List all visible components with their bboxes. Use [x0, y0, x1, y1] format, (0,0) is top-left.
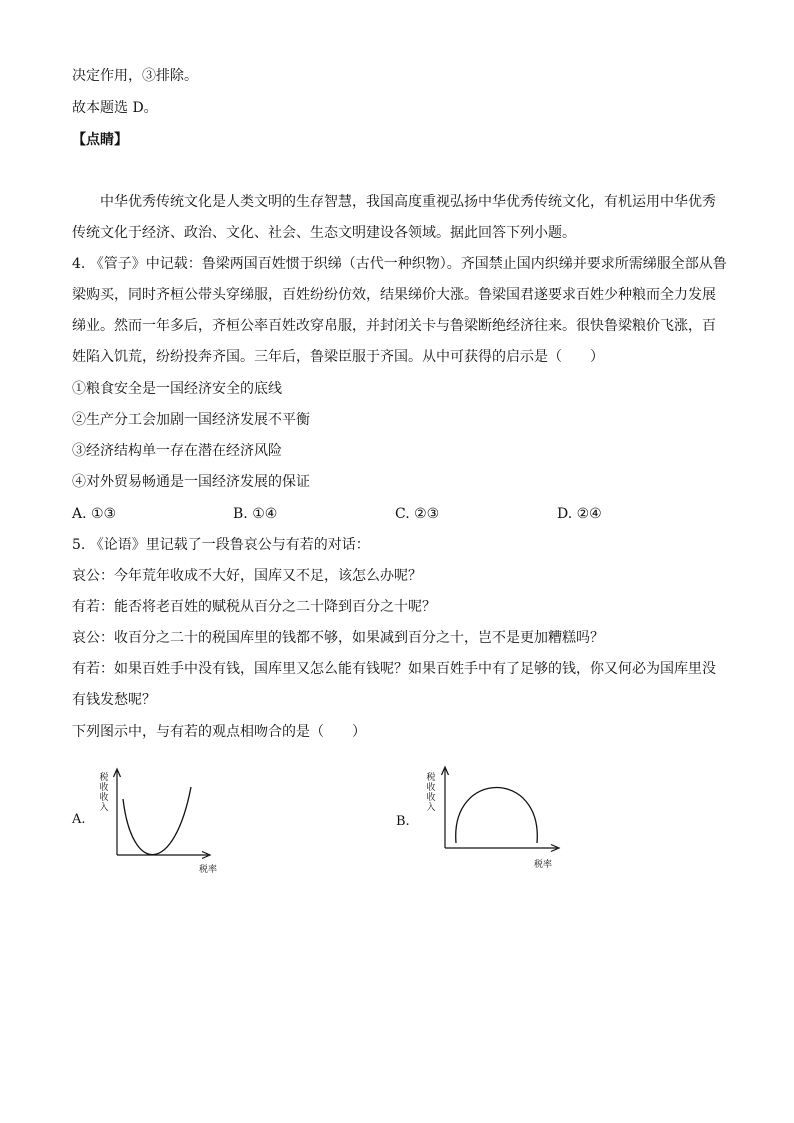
question-4-statement: ②生产分工会加剧一国经济发展不平衡 [72, 412, 310, 428]
question-4-text: 梁购买，同时齐桓公带头穿绨服，百姓纷纷仿效，结果绨价大涨。鲁梁国君遂要求百姓少种粮而全力发展 [72, 287, 716, 303]
option-a: A. ①③ [72, 506, 117, 522]
question-4-text: 4. 《管子》中记载：鲁梁两国百姓惯于织绨（古代一种织物）。齐国禁止国内织绨并要求所需绨服全部从鲁 [72, 256, 727, 272]
dialogue-line: 哀公：收百分之二十的税国库里的钱都不够，如果减到百分之十，岂不是更加糟糕吗？ [72, 630, 604, 646]
question-4-text: 绨业。然而一年多后，齐桓公率百姓改穿帛服，并封闭关卡与鲁梁断绝经济往来。很快鲁梁粮价飞涨，百 [72, 318, 716, 334]
question-4-text: 姓陷入饥荒，纷纷投奔齐国。三年后，鲁梁臣服于齐国。从中可获得的启示是（ ） [72, 349, 604, 365]
option-d: D. ②④ [557, 506, 602, 522]
graph-a-option-label: A. [72, 812, 86, 827]
text-line: 故本题选 D。 [72, 100, 158, 116]
dialogue-line: 哀公：今年荒年收成不大好，国库又不足，该怎么办呢？ [72, 568, 422, 584]
dialogue-line: 有钱发愁呢？ [72, 692, 156, 708]
graph-b-option-label: B. [396, 814, 410, 829]
dialogue-line: 有若：能否将老百姓的赋税从百分之二十降到百分之十呢？ [72, 599, 436, 615]
question-4-statement: ①粮食安全是一国经济安全的底线 [72, 381, 282, 397]
text-line: 决定作用，③排除。 [72, 68, 198, 84]
section-heading: 【点睛】 [72, 132, 128, 148]
question-5-text: 5. 《论语》里记载了一段鲁哀公与有若的对话： [72, 537, 370, 553]
graph-a [72, 765, 232, 880]
graph-a-y-axis-label: 税 收 收 入 [99, 773, 109, 813]
question-5-prompt: 下列图示中，与有若的观点相吻合的是（ ） [72, 724, 366, 740]
option-b: B. ①④ [233, 506, 278, 522]
option-c: C. ②③ [395, 506, 440, 522]
intro-paragraph-line: 传统文化于经济、政治、文化、社会、生态文明建设各领域。据此回答下列小题。 [72, 225, 576, 241]
graph-b-y-axis-label: 税 收 收 入 [426, 773, 436, 813]
question-4-statement: ④对外贸易畅通是一国经济发展的保证 [72, 474, 310, 490]
question-4-statement: ③经济结构单一存在潜在经济风险 [72, 443, 282, 459]
graph-a-curve [123, 787, 191, 855]
graph-b-x-axis-label: 税率 [534, 860, 553, 870]
graph-a-x-axis-label: 税率 [199, 865, 218, 875]
graph-b-curve [456, 788, 538, 844]
graph-b [396, 765, 576, 880]
dialogue-line: 有若：如果百姓手中没有钱，国库里又怎么能有钱呢？如果百姓手中有了足够的钱，你又何必为国库里没 [72, 661, 716, 677]
intro-paragraph-line: 中华优秀传统文化是人类文明的生存智慧，我国高度重视弘扬中华优秀传统文化，有机运用中华优秀 [100, 194, 716, 210]
